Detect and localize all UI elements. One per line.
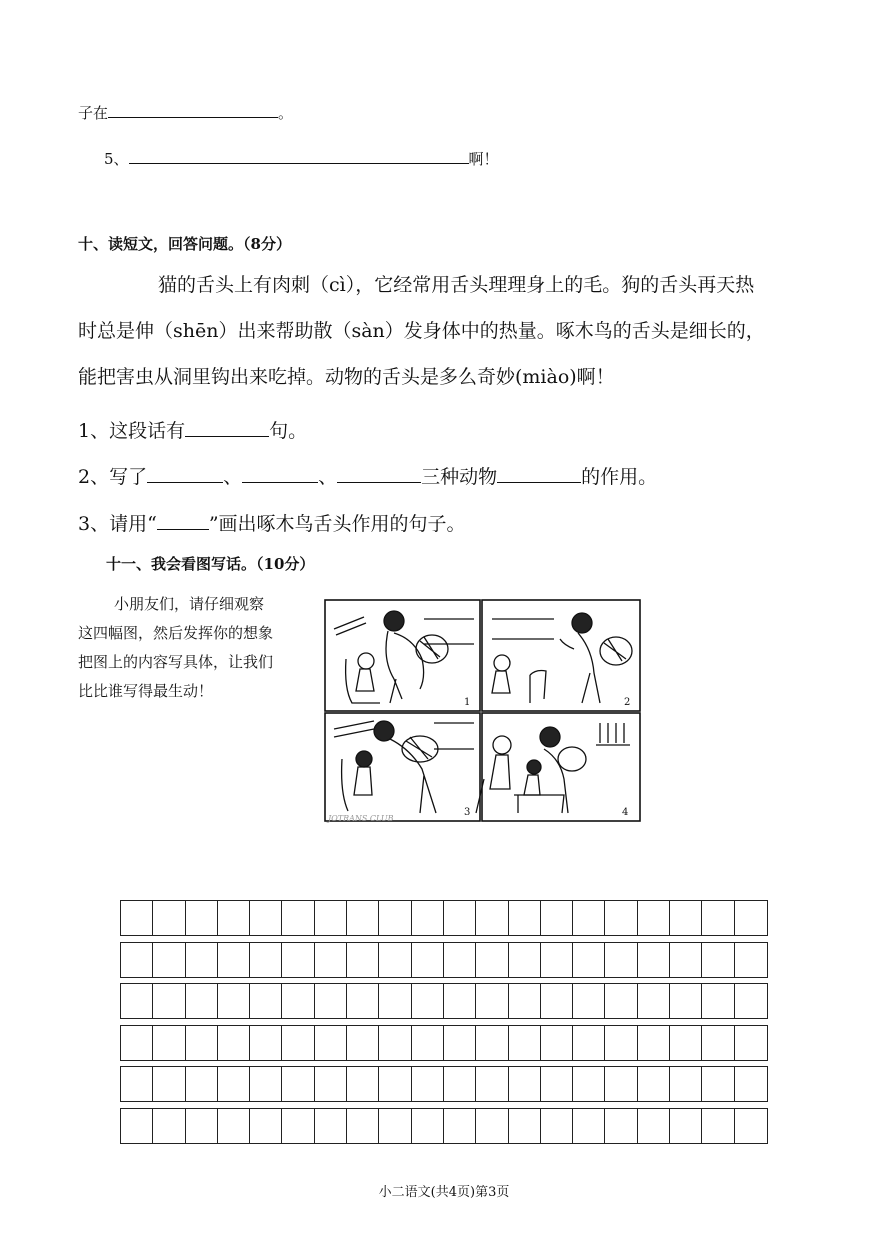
- writing-grid-row[interactable]: [120, 983, 768, 1019]
- writing-grid-cell[interactable]: [573, 1026, 605, 1060]
- panel-1-drawing: [334, 611, 474, 703]
- answer-blank[interactable]: [157, 511, 209, 530]
- writing-grid-cell[interactable]: [444, 984, 476, 1018]
- writing-grid-cell[interactable]: [476, 1067, 508, 1101]
- writing-grid-cell[interactable]: [638, 943, 670, 977]
- panel-number: 4: [622, 807, 629, 818]
- q1-suffix: 句。: [269, 420, 308, 442]
- answer-blank[interactable]: [185, 418, 269, 437]
- writing-grid-cell[interactable]: [541, 1109, 573, 1143]
- writing-grid-cell[interactable]: [444, 1109, 476, 1143]
- writing-grid-cell[interactable]: [541, 901, 573, 935]
- writing-grid-cell[interactable]: [250, 984, 282, 1018]
- q3-suffix: ”画出啄木鸟舌头作用的句子。: [208, 513, 466, 535]
- writing-grid-cell[interactable]: [702, 1109, 734, 1143]
- watermark-text: JOTRANS CLUB: [328, 814, 394, 823]
- writing-grid-cell[interactable]: [121, 984, 153, 1018]
- writing-grid-cell[interactable]: [379, 984, 411, 1018]
- writing-grid-cell[interactable]: [476, 901, 508, 935]
- panel-number: 1: [464, 697, 471, 708]
- writing-grid-cell[interactable]: [218, 1026, 250, 1060]
- writing-grid-cell[interactable]: [735, 901, 767, 935]
- writing-grid-cell[interactable]: [218, 943, 250, 977]
- section-11-title: 十一、我会看图写话。（10分）: [106, 555, 315, 573]
- writing-grid-cell[interactable]: [218, 901, 250, 935]
- writing-grid-cell[interactable]: [412, 1109, 444, 1143]
- writing-grid-row[interactable]: [120, 900, 768, 936]
- writing-grid-cell[interactable]: [670, 984, 702, 1018]
- question-1: [78, 416, 307, 443]
- writing-grid-row[interactable]: [120, 942, 768, 978]
- q2-separator: 、: [318, 466, 338, 488]
- writing-grid-cell[interactable]: [638, 1067, 670, 1101]
- writing-grid-cell[interactable]: [702, 901, 734, 935]
- writing-grid-cell[interactable]: [250, 1026, 282, 1060]
- fill-line-continued: [78, 99, 293, 123]
- q2-separator: 、: [223, 466, 243, 488]
- answer-blank[interactable]: [147, 464, 223, 483]
- q5-label: 5、: [104, 150, 129, 168]
- writing-grid-cell[interactable]: [412, 1026, 444, 1060]
- writing-grid-cell[interactable]: [670, 943, 702, 977]
- writing-grid-cell[interactable]: [541, 1067, 573, 1101]
- writing-grid-cell[interactable]: [509, 984, 541, 1018]
- panel-4-drawing: [476, 723, 630, 813]
- writing-grid-cell[interactable]: [282, 984, 314, 1018]
- writing-grid-cell[interactable]: [605, 1109, 637, 1143]
- writing-grid-cell[interactable]: [282, 901, 314, 935]
- writing-grid-cell[interactable]: [509, 943, 541, 977]
- writing-grid-cell[interactable]: [315, 943, 347, 977]
- writing-grid-cell[interactable]: [573, 1067, 605, 1101]
- answer-blank[interactable]: [242, 464, 318, 483]
- instruction-line: 比比谁写得最生动！: [78, 682, 214, 700]
- writing-grid-cell[interactable]: [573, 901, 605, 935]
- answer-blank[interactable]: [337, 464, 421, 483]
- picture-instructions: [78, 590, 273, 706]
- writing-grid-cell[interactable]: [638, 984, 670, 1018]
- writing-grid-cell[interactable]: [573, 943, 605, 977]
- writing-grid-cell[interactable]: [315, 901, 347, 935]
- writing-grid-cell[interactable]: [670, 901, 702, 935]
- writing-grid-cell[interactable]: [412, 901, 444, 935]
- question-5: [104, 145, 499, 169]
- writing-grid-cell[interactable]: [315, 984, 347, 1018]
- q2-suffix: 的作用。: [581, 466, 658, 488]
- writing-grid-cell[interactable]: [250, 1067, 282, 1101]
- writing-grid-cell[interactable]: [735, 1109, 767, 1143]
- writing-grid-cell[interactable]: [153, 1026, 185, 1060]
- writing-grid-cell[interactable]: [121, 901, 153, 935]
- writing-grid-cell[interactable]: [509, 1067, 541, 1101]
- writing-grid-cell[interactable]: [218, 1067, 250, 1101]
- writing-grid-cell[interactable]: [186, 943, 218, 977]
- instruction-line: 把图上的内容写具体，让我们: [78, 653, 274, 671]
- q5-suffix: 啊！: [468, 150, 499, 168]
- question-3: [78, 509, 466, 536]
- writing-grid-cell[interactable]: [735, 943, 767, 977]
- writing-grid-cell[interactable]: [735, 984, 767, 1018]
- writing-grid-cell[interactable]: [379, 901, 411, 935]
- panel-3-drawing: [334, 721, 474, 813]
- panel-number: 3: [464, 807, 471, 818]
- writing-grid-cell[interactable]: [638, 1109, 670, 1143]
- writing-grid-cell[interactable]: [670, 1067, 702, 1101]
- writing-grid-cell[interactable]: [638, 1026, 670, 1060]
- writing-grid-cell[interactable]: [379, 1026, 411, 1060]
- writing-grid-cell[interactable]: [153, 901, 185, 935]
- writing-grid-cell[interactable]: [218, 984, 250, 1018]
- line1-suffix: 。: [278, 104, 294, 122]
- writing-grid-cell[interactable]: [186, 901, 218, 935]
- writing-grid-cell[interactable]: [509, 1026, 541, 1060]
- writing-grid-cell[interactable]: [153, 1067, 185, 1101]
- reading-passage: [78, 262, 818, 400]
- panel-2-drawing: [492, 613, 632, 708]
- writing-grid-cell[interactable]: [573, 1109, 605, 1143]
- writing-grid-cell[interactable]: [347, 1067, 379, 1101]
- writing-grid-cell[interactable]: [605, 1067, 637, 1101]
- line1-prefix: 子在: [78, 104, 109, 122]
- writing-grid-cell[interactable]: [379, 1109, 411, 1143]
- writing-grid-cell[interactable]: [509, 1109, 541, 1143]
- writing-grid-cell[interactable]: [476, 1026, 508, 1060]
- writing-grid-cell[interactable]: [315, 1067, 347, 1101]
- q2-mid: 三种动物: [421, 466, 498, 488]
- writing-grid-cell[interactable]: [702, 1067, 734, 1101]
- writing-grid-cell[interactable]: [379, 1067, 411, 1101]
- writing-grid-cell[interactable]: [605, 1026, 637, 1060]
- writing-grid-cell[interactable]: [670, 1109, 702, 1143]
- writing-grid-cell[interactable]: [186, 1026, 218, 1060]
- q1-prefix: 1、这段话有: [78, 420, 186, 442]
- writing-grid-cell[interactable]: [541, 943, 573, 977]
- writing-grid-cell[interactable]: [702, 984, 734, 1018]
- writing-grid-cell[interactable]: [476, 1109, 508, 1143]
- writing-grid-cell[interactable]: [702, 1026, 734, 1060]
- writing-grid-cell[interactable]: [670, 1026, 702, 1060]
- writing-grid-cell[interactable]: [153, 1109, 185, 1143]
- writing-grid-cell[interactable]: [347, 1109, 379, 1143]
- writing-grid-cell[interactable]: [509, 901, 541, 935]
- writing-grid-cell[interactable]: [605, 943, 637, 977]
- writing-grid-cell[interactable]: [735, 1026, 767, 1060]
- writing-grid-cell[interactable]: [186, 1067, 218, 1101]
- writing-grid-cell[interactable]: [347, 1026, 379, 1060]
- writing-grid-cell[interactable]: [476, 943, 508, 977]
- writing-grid-cell[interactable]: [379, 943, 411, 977]
- answer-blank[interactable]: [497, 464, 581, 483]
- writing-grid-cell[interactable]: [315, 1109, 347, 1143]
- writing-grid-cell[interactable]: [218, 1109, 250, 1143]
- writing-grid-cell[interactable]: [282, 1026, 314, 1060]
- passage-line: 能把害虫从洞里钩出来吃掉。动物的舌头是多么奇妙(miào)啊！: [78, 366, 615, 388]
- writing-grid-cell[interactable]: [735, 1067, 767, 1101]
- page-footer: 小二语文(共4页)第3页: [378, 1185, 510, 1200]
- writing-grid-cell[interactable]: [444, 1067, 476, 1101]
- writing-grid-cell[interactable]: [412, 943, 444, 977]
- writing-grid-cell[interactable]: [347, 984, 379, 1018]
- comic-strip-image: [324, 599, 642, 824]
- writing-grid-cell[interactable]: [250, 901, 282, 935]
- writing-grid-cell[interactable]: [605, 901, 637, 935]
- writing-grid-cell[interactable]: [250, 1109, 282, 1143]
- instruction-line: 这四幅图，然后发挥你的想象: [78, 624, 274, 642]
- writing-grid-cell[interactable]: [476, 984, 508, 1018]
- writing-grid-row[interactable]: [120, 1025, 768, 1061]
- writing-grid-cell[interactable]: [412, 1067, 444, 1101]
- writing-grid-cell[interactable]: [702, 943, 734, 977]
- answer-blank[interactable]: [129, 145, 469, 164]
- writing-grid-cell[interactable]: [444, 901, 476, 935]
- writing-grid-cell[interactable]: [282, 943, 314, 977]
- writing-grid-cell[interactable]: [638, 901, 670, 935]
- writing-grid-cell[interactable]: [444, 1026, 476, 1060]
- writing-grid-cell[interactable]: [605, 984, 637, 1018]
- writing-grid-cell[interactable]: [186, 1109, 218, 1143]
- passage-line: 猫的舌头上有肉刺（cì），它经常用舌头理理身上的毛。狗的舌头再天热: [158, 274, 755, 296]
- comic-panel-3: [325, 713, 480, 821]
- writing-grid-cell[interactable]: [541, 1026, 573, 1060]
- writing-grid-cell[interactable]: [121, 1067, 153, 1101]
- writing-grid-cell[interactable]: [412, 984, 444, 1018]
- writing-grid-cell[interactable]: [573, 984, 605, 1018]
- writing-grid-cell[interactable]: [541, 984, 573, 1018]
- passage-line: 时总是伸（shēn）出来帮助散（sàn）发身体中的热量。啄木鸟的舌头是细长的，: [78, 320, 765, 342]
- writing-grid-cell[interactable]: [250, 943, 282, 977]
- instruction-line: 小朋友们，请仔细观察: [114, 595, 265, 613]
- answer-blank[interactable]: [108, 99, 278, 118]
- writing-grid-cell[interactable]: [121, 943, 153, 977]
- writing-grid-cell[interactable]: [153, 984, 185, 1018]
- panel-number: 2: [624, 697, 631, 708]
- q3-prefix: 3、请用“: [78, 513, 157, 535]
- question-2: [78, 462, 657, 489]
- writing-grid-row[interactable]: [120, 1066, 768, 1102]
- q2-prefix: 2、写了: [78, 466, 148, 488]
- writing-grid-cell[interactable]: [282, 1067, 314, 1101]
- writing-grid-cell[interactable]: [121, 1026, 153, 1060]
- writing-grid-cell[interactable]: [121, 1109, 153, 1143]
- writing-grid-cell[interactable]: [282, 1109, 314, 1143]
- writing-grid-cell[interactable]: [347, 943, 379, 977]
- section-10-title: 十、读短文，回答问题。（8分）: [78, 235, 291, 253]
- writing-grid-cell[interactable]: [444, 943, 476, 977]
- writing-grid-cell[interactable]: [315, 1026, 347, 1060]
- writing-grid-cell[interactable]: [186, 984, 218, 1018]
- writing-grid-cell[interactable]: [347, 901, 379, 935]
- writing-grid-row[interactable]: [120, 1108, 768, 1144]
- writing-grid-cell[interactable]: [153, 943, 185, 977]
